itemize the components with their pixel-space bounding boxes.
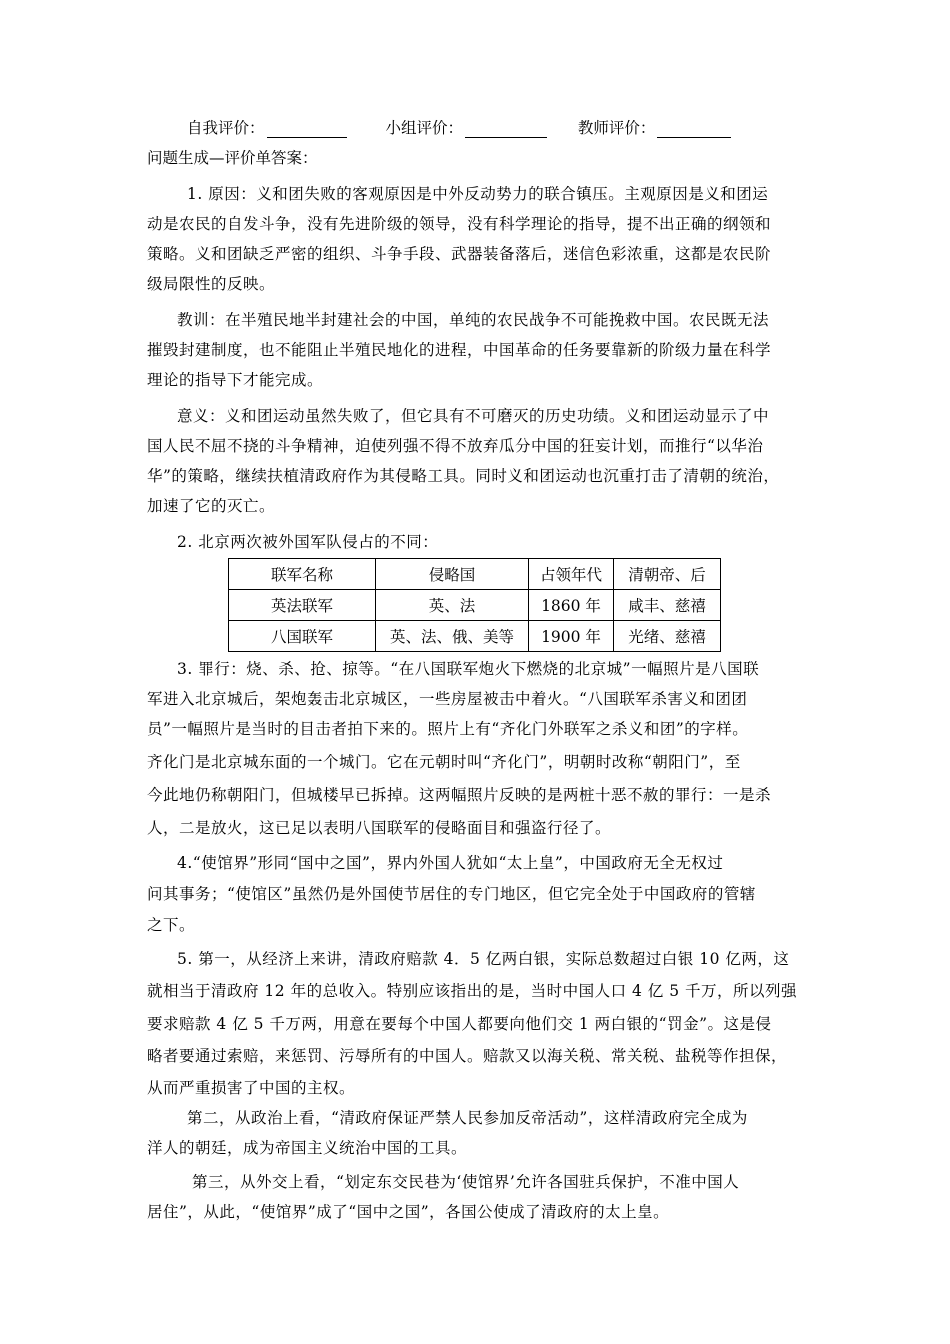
teacher-evaluation — [578, 116, 732, 138]
table-cell: 光绪、慈禧 — [614, 621, 721, 652]
paragraph-line: 策略。义和团缺乏严密的组织、斗争手段、武器装备落后，迷信色彩浓重，这都是农民阶 — [147, 245, 772, 263]
table-cell: 英、法、俄、美等 — [376, 621, 529, 652]
paragraph-line: 3. 罪行：烧、杀、抢、掠等。“在八国联军炮火下燃烧的北京城”一幅照片是八国联 — [177, 660, 760, 678]
paragraph-line: 1. 原因：义和团失败的客观原因是中外反动势力的联合镇压。主观原因是义和团运 — [187, 185, 769, 203]
teacher-evaluation-label: 教师评价： — [577, 119, 656, 137]
paragraph-line: 摧毁封建制度，也不能阻止半殖民地化的进程，中国革命的任务要靠新的阶级力量在科学 — [147, 341, 772, 359]
paragraph-line: 之下。 — [147, 916, 196, 934]
paragraph-line: 员”一幅照片是当时的目击者拍下来的。照片上有“齐化门外联军之杀义和团”的字样。 — [147, 720, 749, 738]
table-row — [229, 621, 721, 652]
table-cell: 英、法 — [376, 590, 529, 621]
table-header-cell: 占领年代 — [529, 559, 614, 590]
table-header-cell: 清朝帝、后 — [614, 559, 721, 590]
self-evaluation — [187, 116, 347, 138]
table-row — [229, 590, 721, 621]
self-evaluation-label: 自我评价： — [187, 119, 265, 137]
paragraph-line: 意义：义和团运动虽然失败了，但它具有不可磨灭的历史功绩。义和团运动显示了中 — [177, 407, 770, 425]
paragraph-line: 第二，从政治上看，“清政府保证严禁人民参加反帝活动”，这样清政府完全成为 — [187, 1109, 748, 1127]
table-header-cell: 联军名称 — [229, 559, 376, 590]
table-cell: 八国联军 — [229, 621, 376, 652]
paragraph-line: 第三，从外交上看，“划定东交民巷为‘使馆界’允许各国驻兵保护，不准中国人 — [192, 1173, 740, 1191]
teacher-evaluation-blank[interactable] — [657, 121, 731, 138]
paragraph-line: 今此地仍称朝阳门，但城楼早已拆掉。这两幅照片反映的是两桩十恶不赦的罪行：一是杀 — [147, 786, 772, 804]
group-evaluation-blank[interactable] — [465, 121, 547, 138]
group-evaluation-label: 小组评价： — [385, 119, 463, 137]
paragraph-line: 洋人的朝廷，成为帝国主义统治中国的工具。 — [147, 1139, 468, 1157]
table-cell: 英法联军 — [229, 590, 376, 621]
paragraph-line: 加速了它的灭亡。 — [147, 497, 276, 515]
group-evaluation — [385, 116, 547, 138]
table-header-row — [229, 559, 721, 590]
table-header-cell: 侵略国 — [376, 559, 529, 590]
paragraph-line: 级局限性的反映。 — [147, 275, 276, 293]
paragraph-line: 要求赔款 4 亿 5 千万两，用意在要每个中国人都要向他们交 1 两白银的“罚金”。这是侵 — [147, 1015, 772, 1033]
paragraph-line: 人，二是放火，这已足以表明八国联军的侵略面目和强盗行径了。 — [147, 819, 612, 837]
paragraph-line: 就相当于清政府 12 年的总收入。特别应该指出的是，当时中国人口 4 亿 5 千万，所以列强 — [147, 982, 798, 1000]
evaluation-row — [187, 116, 757, 138]
paragraph-line: 教训：在半殖民地半封建社会的中国，单纯的农民战争不可能挽救中国。农民既无法 — [177, 311, 770, 329]
paragraph-line: 2. 北京两次被外国军队侵占的不同： — [177, 533, 439, 551]
paragraph-line: 动是农民的自发斗争，没有先进阶级的领导，没有科学理论的指导，提不出正确的纲领和 — [147, 215, 772, 233]
paragraph-line: 从而严重损害了中国的主权。 — [147, 1079, 356, 1097]
paragraph-line: 国人民不屈不挠的斗争精神，迫使列强不得不放弃瓜分中国的狂妄计划，而推行“以华治 — [147, 437, 764, 455]
paragraph-line: 军进入北京城后，架炮轰击北京城区，一些房屋被击中着火。“八国联军杀害义和团团 — [147, 690, 748, 708]
table-cell: 1900 年 — [529, 621, 614, 652]
table-cell: 咸丰、慈禧 — [614, 590, 721, 621]
paragraph-line: 华”的策略，继续扶植清政府作为其侵略工具。同时义和团运动也沉重打击了清朝的统治， — [147, 467, 780, 485]
paragraph-line: 齐化门是北京城东面的一个城门。它在元朝时叫“齐化门”，明朝时改称“朝阳门”，至 — [147, 753, 741, 771]
paragraph-line: 5. 第一，从经济上来讲，清政府赔款 4．5 亿两白银，实际总数超过白银 10 亿两，这 — [177, 950, 790, 968]
paragraph-line: 略者要通过索赔，来惩罚、污辱所有的中国人。赔款又以海关税、常关税、盐税等作担保， — [147, 1047, 788, 1065]
paragraph-line: 问其事务；“使馆区”虽然仍是外国使节居住的专门地区，但它完全处于中国政府的管辖 — [147, 885, 756, 903]
occupation-comparison-table — [228, 558, 721, 652]
answer-heading: 问题生成—评价单答案： — [147, 149, 318, 167]
table-cell: 1860 年 — [529, 590, 614, 621]
paragraph-line: 4.“使馆界”形同“国中之国”，界内外国人犹如“太上皇”，中国政府无全无权过 — [177, 854, 724, 872]
self-evaluation-blank[interactable] — [267, 121, 347, 138]
paragraph-line: 居住”，从此，“使馆界”成了“国中之国”，各国公使成了清政府的太上皇。 — [147, 1203, 670, 1221]
paragraph-line: 理论的指导下才能完成。 — [147, 371, 324, 389]
